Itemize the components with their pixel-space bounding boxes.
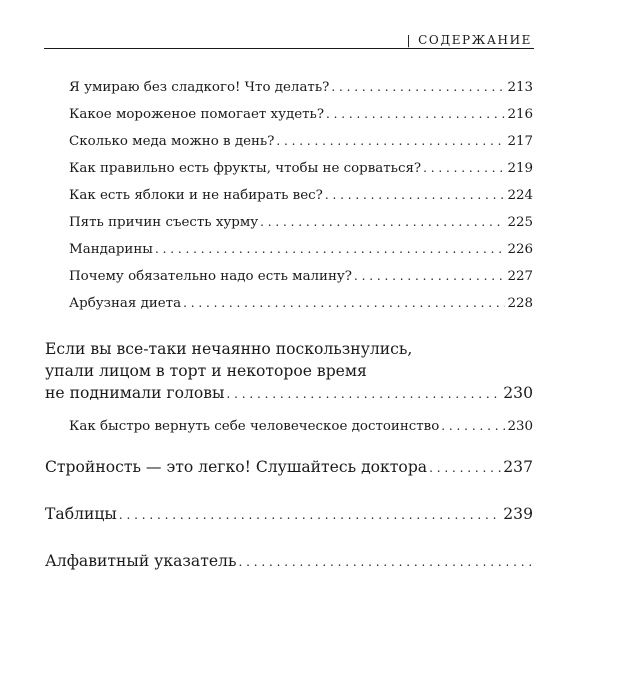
leader-dots xyxy=(326,107,505,121)
toc-entry xyxy=(69,215,533,230)
leader-dots xyxy=(325,188,506,202)
toc-entry-page: 219 xyxy=(507,161,533,176)
toc-chapter xyxy=(45,458,533,476)
leader-dots xyxy=(423,161,505,175)
toc-entry-title: Мандарины xyxy=(69,242,153,257)
toc-chapter-page: 237 xyxy=(503,458,533,476)
toc-entry xyxy=(69,242,533,257)
toc-entry-page: 230 xyxy=(507,419,533,434)
toc-entry xyxy=(69,296,533,311)
toc-entry-title: Я умираю без сладкого! Что делать? xyxy=(69,80,330,95)
toc-entry xyxy=(69,269,533,284)
toc-entry-page: 227 xyxy=(507,269,533,284)
header-separator: | xyxy=(406,33,413,47)
toc-chapter-title: Алфавитный указатель xyxy=(45,552,237,570)
toc-entry-page: 213 xyxy=(507,80,533,95)
toc-entry-page: 226 xyxy=(507,242,533,257)
toc-chapter-title: не поднимали головы xyxy=(45,384,225,402)
toc-entry xyxy=(69,419,533,434)
toc-chapter-page: 230 xyxy=(503,384,533,402)
toc-entry xyxy=(69,107,533,122)
toc-entry-page: 224 xyxy=(507,188,533,203)
leader-dots xyxy=(183,296,505,310)
toc-entry-page: 225 xyxy=(507,215,533,230)
toc-entry-title: Как есть яблоки и не набирать вес? xyxy=(69,188,323,203)
toc-entry-title: Арбузная диета xyxy=(69,296,182,311)
toc-entry xyxy=(69,161,533,176)
leader-dots xyxy=(331,80,505,94)
toc-entry-title: Пять причин съесть хурму xyxy=(69,215,259,230)
toc-entry-page: 216 xyxy=(507,107,533,122)
toc-chapter xyxy=(45,505,533,523)
leader-dots xyxy=(276,134,505,148)
toc-chapter xyxy=(45,384,533,402)
leader-dots xyxy=(441,419,505,433)
toc-entry xyxy=(69,80,533,95)
leader-dots xyxy=(354,269,505,283)
leader-dots xyxy=(226,387,501,401)
toc-chapter xyxy=(45,552,533,570)
leader-dots xyxy=(155,242,506,256)
toc-entry-page: 217 xyxy=(507,134,533,149)
toc-entry xyxy=(69,188,533,203)
chapter-title-line: упали лицом в торт и некоторое время xyxy=(45,362,367,380)
toc-entry-title: Почему обязательно надо есть малину? xyxy=(69,269,352,284)
section-title: СОДЕРЖАНИЕ xyxy=(418,33,532,47)
leader-dots xyxy=(429,461,501,475)
chapter-title-line: Если вы все-таки нечаянно поскользнулись, xyxy=(45,340,413,358)
toc-entry-page: 228 xyxy=(507,296,533,311)
leader-dots xyxy=(119,508,501,522)
leader-dots xyxy=(260,215,505,229)
toc-chapter-title: Стройность — это легко! Слушайтесь доктора xyxy=(45,458,428,476)
toc-chapter-page: 239 xyxy=(503,505,533,523)
toc-entry-title: Как быстро вернуть себе человеческое достоинство xyxy=(69,419,440,434)
leader-dots xyxy=(238,555,531,569)
toc-entry-title: Какое мороженое помогает худеть? xyxy=(69,107,325,122)
toc-entry xyxy=(69,134,533,149)
toc-chapter-title: Таблицы xyxy=(45,505,117,523)
toc-entry-title: Сколько меда можно в день? xyxy=(69,134,275,149)
toc-entry-title: Как правильно есть фрукты, чтобы не сорваться? xyxy=(69,161,422,176)
